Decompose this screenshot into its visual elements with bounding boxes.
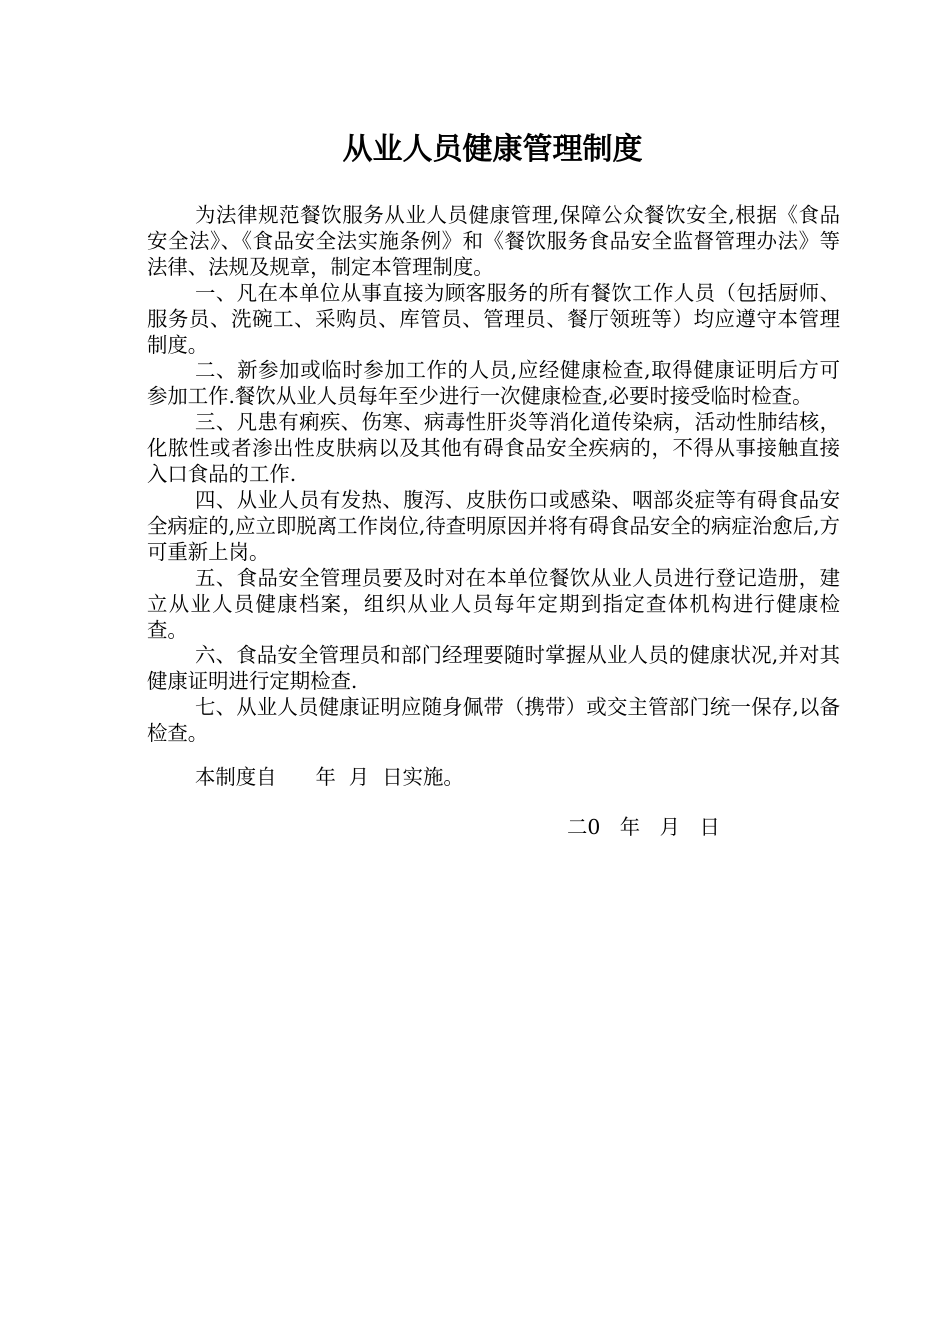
effective-date-line: 本制度自 年 月 日实施。	[195, 765, 464, 789]
paragraph-3: 三、凡患有痢疾、伤寒、病毒性肝炎等消化道传染病，活动性肺结核，化脓性或者渗出性皮肤病以及其他有碍食品安全疾病的，不得从事接触直接入口食品的工作.	[147, 410, 840, 487]
signature-date-line: 二0 年 月 日	[567, 815, 720, 839]
paragraph-intro: 为法律规范餐饮服务从业人员健康管理,保障公众餐饮安全,根据《食品安全法》、《食品安全法实施条例》和《餐饮服务食品安全监督管理办法》等法律、法规及规章，制定本管理制度。	[147, 203, 840, 279]
paragraph-1: 一、凡在本单位从事直接为顾客服务的所有餐饮工作人员（包括厨师、服务员、洗碗工、采购员、库管员、管理员、餐厅领班等）均应遵守本管理制度。	[147, 280, 840, 357]
document-body	[147, 203, 840, 747]
paragraph-4: 四、从业人员有发热、腹泻、皮肤伤口或感染、咽部炎症等有碍食品安全病症的,应立即脱离工作岗位,待查明原因并将有碍食品安全的病症治愈后,方可重新上岗。	[147, 487, 840, 564]
paragraph-6: 六、食品安全管理员和部门经理要随时掌握从业人员的健康状况,并对其健康证明进行定期检查.	[147, 643, 840, 694]
paragraph-2: 二、新参加或临时参加工作的人员,应经健康检查,取得健康证明后方可参加工作.餐饮从业人员每年至少进行一次健康检查,必要时接受临时检查。	[147, 358, 840, 409]
document-title: 从业人员健康管理制度	[342, 132, 643, 167]
paragraph-5: 五、食品安全管理员要及时对在本单位餐饮从业人员进行登记造册，建立从业人员健康档案，组织从业人员每年定期到指定查体机构进行健康检查。	[147, 565, 840, 642]
paragraph-7: 七、从业人员健康证明应随身佩带（携带）或交主管部门统一保存,以备检查。	[147, 695, 840, 746]
